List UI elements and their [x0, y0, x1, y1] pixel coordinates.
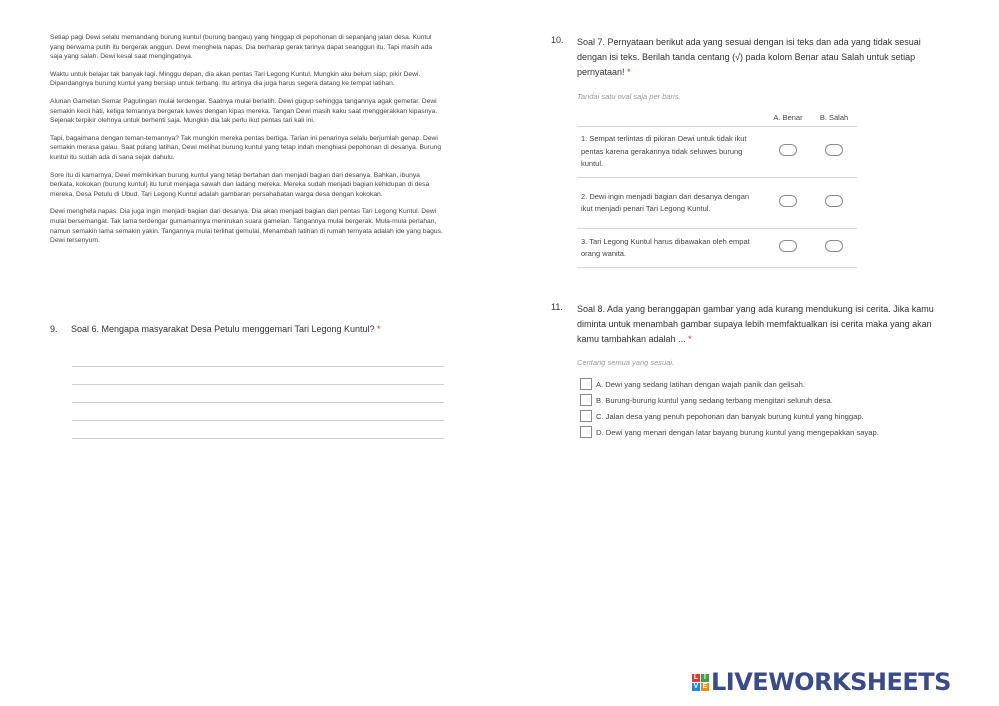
column-header-benar: A. Benar	[773, 112, 803, 122]
checkbox[interactable]	[580, 426, 592, 438]
answer-line[interactable]	[72, 402, 444, 403]
option-label: B. Burung-burung kuntul yang sedang terbang mengitari seluruh desa.	[596, 395, 833, 405]
required-marker: *	[377, 324, 381, 334]
answer-line[interactable]	[72, 366, 444, 367]
answer-line[interactable]	[72, 420, 444, 421]
column-header-salah: B. Salah	[819, 112, 849, 122]
radio-oval-benar[interactable]	[779, 240, 797, 252]
radio-oval-benar[interactable]	[779, 195, 797, 207]
answer-area[interactable]	[72, 366, 444, 456]
logo-text: LIVEWORKSHEETS	[711, 668, 951, 696]
question-number: 10.	[551, 35, 564, 45]
checkbox-option[interactable]	[580, 376, 879, 392]
instruction-hint: Tandai satu oval saja per baris.	[577, 92, 681, 101]
checkbox-option[interactable]	[580, 392, 879, 408]
question-text	[71, 324, 381, 334]
story-paragraph: Dewi menghela napas. Dia juga ingin menjadi bagian dari desanya. Dia akan menjadi bagian dari pentas Tari Legong Kuntul. Dewi mulai bersemangat. Tak lama terdengar gumamannya menirukan suara gamelan. Tangannya mulai bergerak. Mula-mula perlahan, namun semakin lama semakin yakin. Tangannya mulai terlihat gemulai. Menambah latihan di rumah ternyata adalah ide yang bagus. Dewi tersenyum.	[50, 208, 443, 245]
story-text	[50, 33, 445, 254]
true-false-grid	[577, 108, 857, 268]
story-paragraph: Waktu untuk belajar tak banyak lagi. Minggu depan, dia akan pentas Tari Legong Kuntul. Mungkin aku belum siap, pikir Dewi. Dipandangnya burung kuntul yang bersiap untuk terbang. Itu artinya dia juga harus segera datang ke tempat latihan.	[50, 70, 421, 88]
checkbox[interactable]	[580, 378, 592, 390]
row-statement: 2. Dewi ingin menjadi bagian dari desanya dengan ikut menjadi penari Tari Legong Kuntul.	[577, 178, 765, 229]
option-label: D. Dewi yang menari dengan latar bayang burung kuntul yang mengepakkan sayap.	[596, 427, 879, 437]
grid-row	[577, 178, 857, 229]
liveworksheets-logo	[692, 667, 951, 697]
question-label: Soal 8. Ada yang beranggapan gambar yang ada kurang mendukung isi cerita. Jika kamu diminta untuk menambah gambar supaya lebih memfaktualkan isi cerita maka yang akan kamu tambahkan adalah ...	[577, 304, 934, 344]
answer-line[interactable]	[72, 384, 444, 385]
instruction-hint: Centang semua yang sesuai.	[577, 358, 675, 367]
checkbox-option[interactable]	[580, 424, 879, 440]
question-text	[577, 35, 937, 80]
required-marker: *	[627, 67, 631, 77]
story-paragraph: Tapi, bagaimana dengan teman-temannya? Tak mungkin mereka pentas bertiga. Tarian ini penarinya selalu berjumlah genap. Dewi semakin merasa galau. Saat pulang latihan, Dewi melihat burung kuntul yang tetap indah menghiasi pepohonan di desanya. Burung kuntul itu sudah ada di sana sejak dahulu.	[50, 134, 442, 161]
radio-oval-salah[interactable]	[825, 144, 843, 156]
checkbox-option[interactable]	[580, 408, 879, 424]
radio-oval-salah[interactable]	[825, 240, 843, 252]
logo-letter: E	[702, 682, 708, 690]
question-number: 11.	[551, 302, 563, 312]
radio-oval-salah[interactable]	[825, 195, 843, 207]
checkbox[interactable]	[580, 410, 592, 422]
question-number: 9.	[50, 324, 58, 334]
option-label: C. Jalan desa yang penuh pepohonan dan banyak burung kuntul yang hinggap.	[596, 411, 864, 421]
answer-line[interactable]	[72, 438, 444, 439]
logo-mark-icon	[692, 674, 709, 691]
checkbox[interactable]	[580, 394, 592, 406]
story-paragraph: Sore itu di kamarnya, Dewi memikirkan burung kuntul yang tetap bertahan dan menjadi bagian dari desanya. Bahkan, ibunya berkata, kokokan (burung kuntul) itu turut menjaga sawah dan ladang mereka. Mereka sudah menjadi bagian kehidupan di desa mereka, Desa Petulu di Ubud. Tari Legong Kuntul adalah gambaran persahabatan warga desa dengan kokokan.	[50, 171, 430, 198]
logo-letter: I	[701, 674, 709, 682]
grid-row	[577, 127, 857, 178]
row-statement: 1. Sempat terlintas di pikiran Dewi untuk tidak ikut pentas karena gerakannya tidak seluwes burung kuntul.	[577, 127, 765, 178]
story-paragraph: Setiap pagi Dewi selalu memandang burung kuntul (burung bangau) yang hinggap di pepohonan di sepanjang jalan desa. Kuntul yang berwarna putih itu bergerak anggun. Dewi menghela napas. Dia berharap gerak tarinya dapat seanggun itu. Tapi masih ada saja yang salah. Dewi kesal saat mengingatnya.	[50, 34, 433, 61]
question-text	[577, 302, 947, 347]
radio-oval-benar[interactable]	[779, 144, 797, 156]
option-label: A. Dewi yang sedang latihan dengan wajah panik dan gelisah.	[596, 379, 805, 389]
checkbox-options	[580, 376, 879, 440]
question-label: Soal 6. Mengapa masyarakat Desa Petulu menggemari Tari Legong Kuntul?	[71, 324, 375, 334]
logo-letter: L	[693, 673, 699, 681]
story-paragraph: Alunan Gamelan Semar Pagulingan mulai terdengar. Saatnya mulai berlatih. Dewi gugup sehingga tangannya agak gemetar. Dewi semakin kecil hati, ketiga temannya bergerak luwes dengan kipas mereka. Tangan Dewi masih kaku saat menggerakkan kipasnya. Sejenak terpikir olehnya untuk berhenti saja. Mungkin dia tak perlu ikut pentas tari kali ini.	[50, 97, 438, 125]
row-statement: 3. Tari Legong Kuntul harus dibawakan oleh empat orang wanita.	[577, 229, 765, 268]
question-label: Soal 7. Pernyataan berikut ada yang sesuai dengan isi teks dan ada yang tidak sesuai dengan isi teks. Berilah tanda centang (√) pada kolom Benar atau Salah untuk setiap pernyataan!	[577, 37, 921, 77]
grid-row	[577, 229, 857, 268]
required-marker: *	[688, 334, 692, 344]
logo-letter: V	[693, 682, 699, 690]
